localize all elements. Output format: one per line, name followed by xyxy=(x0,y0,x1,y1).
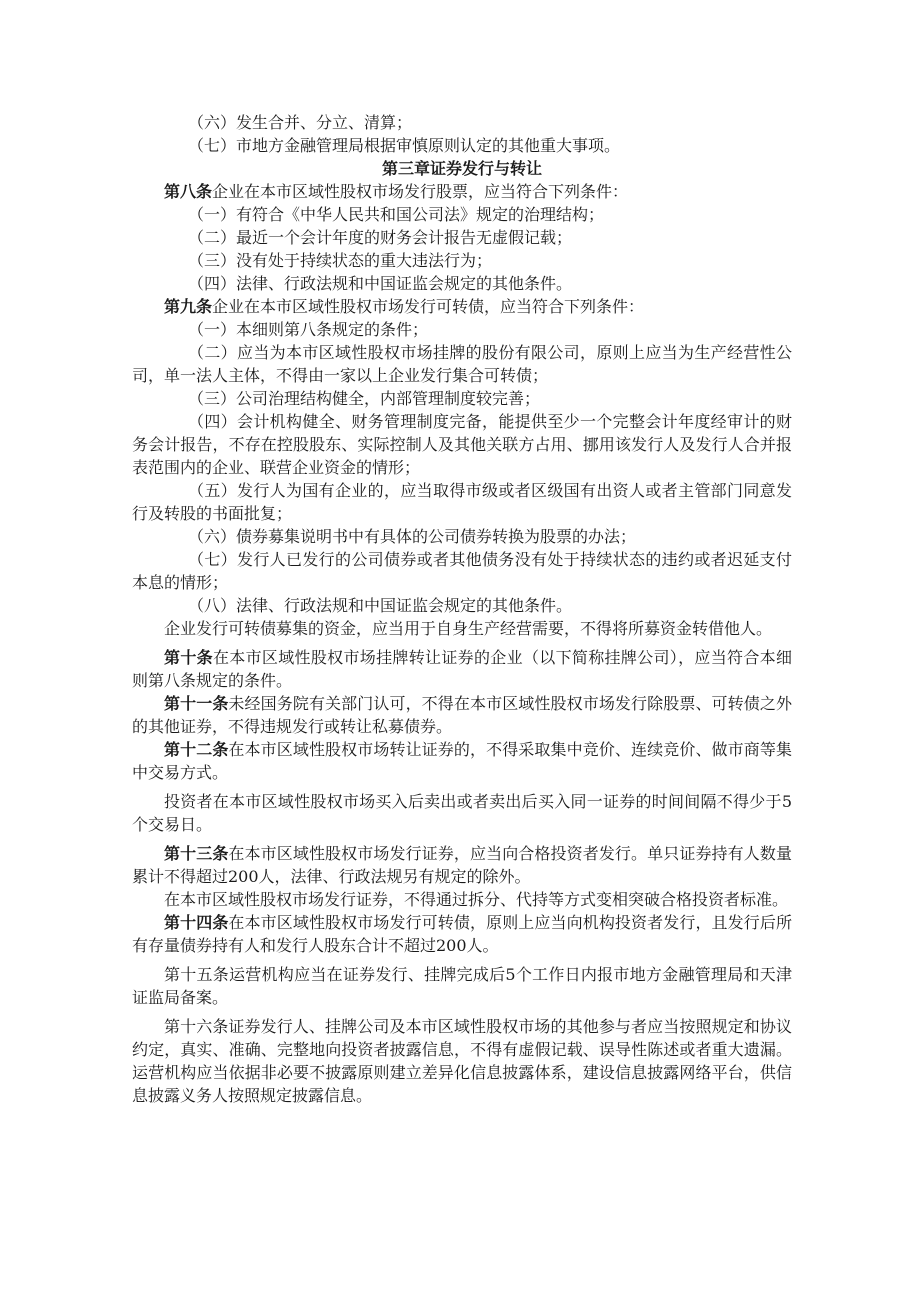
article-paragraph xyxy=(132,738,792,784)
list-item: （二）最近一个会计年度的财务会计报告无虚假记载； xyxy=(188,228,573,247)
body-paragraph: 第十五条运营机构应当在证券发行、挂牌完成后5个工作日内报市地方金融管理局和天津证监局备案。 xyxy=(132,965,792,1007)
list-item: （三）没有处于持续状态的重大违法行为； xyxy=(188,251,493,270)
article-number: 第八条 xyxy=(164,182,213,201)
document-body xyxy=(132,111,792,1107)
list-item: （八）法律、行政法规和中国证监会规定的其他条件。 xyxy=(188,596,573,615)
body-paragraph: 投资者在本市区域性股权市场买入后卖出或者卖出后买入同一证券的时间间隔不得少于5个交易日。 xyxy=(132,792,792,834)
article-text: 未经国务院有关部门认可，不得在本市区域性股权市场发行除股票、可转债之外的其他证券，不得违规发行或转让私募债券。 xyxy=(132,694,792,736)
article-paragraph xyxy=(132,295,792,318)
article-text: 企业在本市区域性股权市场发行股票，应当符合下列条件： xyxy=(212,182,629,201)
list-item: （五）发行人为国有企业的，应当取得市级或者区级国有出资人或者主管部门同意发行及转股的书面批复； xyxy=(132,481,792,523)
list-item: （七）发行人已发行的公司债券或者其他债务没有处于持续状态的违约或者迟延支付本息的情形； xyxy=(132,550,792,592)
article-number: 第十四条 xyxy=(164,913,229,932)
article-paragraph xyxy=(132,646,792,692)
article-paragraph xyxy=(132,180,792,203)
list-item: （六）发生合并、分立、清算； xyxy=(188,113,413,132)
article-number: 第十二条 xyxy=(164,740,229,759)
article-text: 企业在本市区域性股权市场发行可转债，应当符合下列条件： xyxy=(212,297,645,316)
list-item: （四）法律、行政法规和中国证监会规定的其他条件。 xyxy=(188,274,573,293)
list-item: （六）债券募集说明书中有具体的公司债券转换为股票的办法； xyxy=(188,527,637,546)
list-item: （一）有符合《中华人民共和国公司法》规定的治理结构； xyxy=(188,205,605,224)
list-item: （七）市地方金融管理局根据审慎原则认定的其他重大事项。 xyxy=(188,136,621,155)
article-number: 第十一条 xyxy=(164,694,229,713)
article-paragraph xyxy=(132,692,792,738)
article-number: 第十三条 xyxy=(164,844,229,863)
body-paragraph: 企业发行可转债募集的资金，应当用于自身生产经营需要，不得将所募资金转借他人。 xyxy=(164,619,773,638)
list-item: （一）本细则第八条规定的条件； xyxy=(188,320,429,339)
list-item: （四）会计机构健全、财务管理制度完备，能提供至少一个完整会计年度经审计的财务会计报告，不存在控股股东、实际控制人及其他关联方占用、挪用该发行人及发行人合并报表范围内的企业、联营企业资金的情形； xyxy=(132,412,792,477)
article-number: 第十条 xyxy=(164,648,213,667)
article-paragraph xyxy=(132,911,792,957)
article-paragraph xyxy=(132,842,792,888)
article-text: 在本市区域性股权市场转让证券的，不得采取集中竞价、连续竞价、做市商等集中交易方式。 xyxy=(132,740,792,782)
article-text: 在本市区域性股权市场挂牌转让证券的企业（以下简称挂牌公司），应当符合本细则第八条规定的条件。 xyxy=(132,648,792,690)
chapter-heading: 第三章证券发行与转让 xyxy=(381,159,542,178)
list-item: （三）公司治理结构健全，内部管理制度较完善； xyxy=(188,389,541,408)
article-number: 第九条 xyxy=(164,297,213,316)
body-paragraph: 第十六条证券发行人、挂牌公司及本市区域性股权市场的其他参与者应当按照规定和协议约定，真实、准确、完整地向投资者披露信息，不得有虚假记载、误导性陈述或者重大遗漏。运营机构应当依据非必要不披露原则建立差异化信息披露体系，建设信息披露网络平台，供信息披露义务人按照规定披露信息。 xyxy=(132,1017,792,1105)
list-item: （二）应当为本市区域性股权市场挂牌的股份有限公司，原则上应当为生产经营性公司，单一法人主体，不得由一家以上企业发行集合可转债； xyxy=(132,343,792,385)
body-paragraph: 在本市区域性股权市场发行证券，不得通过拆分、代持等方式变相突破合格投资者标准。 xyxy=(164,890,789,909)
article-text: 在本市区域性股权市场发行可转债，原则上应当向机构投资者发行，且发行后所有存量债券持有人和发行人股东合计不超过200人。 xyxy=(132,913,792,955)
article-text: 在本市区域性股权市场发行证券，应当向合格投资者发行。单只证券持有人数量累计不得超过200人，法律、行政法规另有规定的除外。 xyxy=(132,844,792,886)
